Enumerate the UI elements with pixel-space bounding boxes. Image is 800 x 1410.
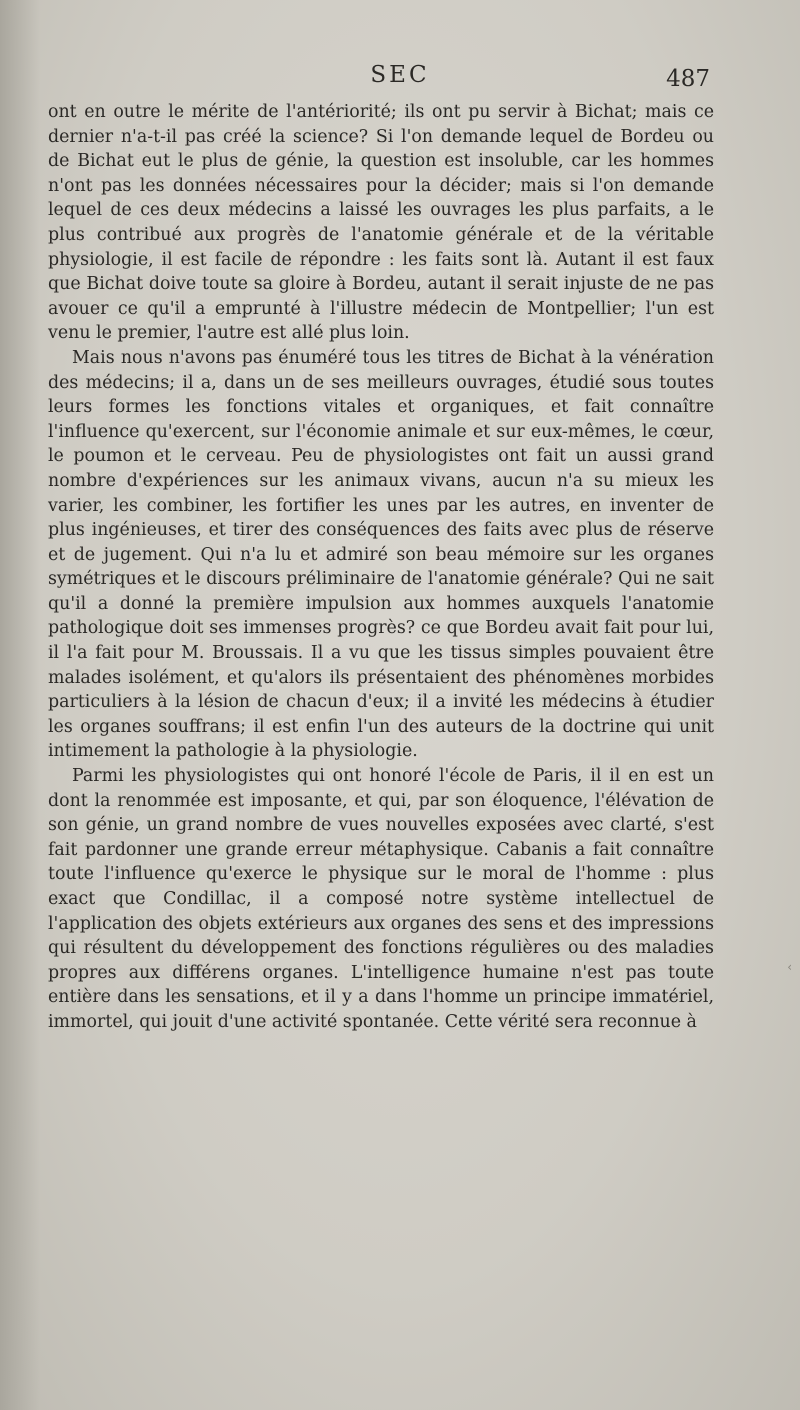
- page-number: 487: [666, 66, 710, 92]
- body-text: [48, 100, 714, 1035]
- margin-mark: ‹: [787, 960, 792, 974]
- gutter-shadow: [0, 0, 40, 1410]
- running-head: SEC: [370, 62, 430, 88]
- paragraph-continued: ont en outre le mérite de l'antériorité; ils ont pu servir à Bichat; mais ce dernier n'a-t-il pas créé la science? Si l'on demande lequel de Bordeu ou de Bichat eut le plus de génie, la question est insoluble, car les hommes n'ont pas les données nécessaires pour la décider; mais si l'on demande lequel de ces deux médecins a laissé les ouvrages les plus parfaits, a le plus contribué aux progrès de l'anatomie générale et de la véritable physiologie, il est facile de répondre : les faits sont là. Autant il est faux que Bichat doive toute sa gloire à Bordeu, autant il serait injuste de ne pas avouer ce qu'il a emprunté à l'illustre médecin de Montpellier; l'un est venu le premier, l'autre est allé plus loin.: [48, 102, 714, 344]
- page-header: [0, 62, 800, 102]
- paragraph: Mais nous n'avons pas énuméré tous les titres de Bichat à la vénération des médecins; il a, dans un de ses meilleurs ouvrages, étudié sous toutes leurs formes les fonctions vitales et organiques, et fait connaître l'influence qu'exercent, sur l'économie animale et sur eux-mêmes, le cœur, le poumon et le cerveau. Peu de physiologistes ont fait un aussi grand nombre d'expériences sur les animaux vivans, aucun n'a su mieux les varier, les combiner, les fortifier les unes par les autres, en inventer de plus ingénieuses, et tirer des conséquences des faits avec plus de réserve et de jugement. Qui n'a lu et admiré son beau mémoire sur les organes symétriques et le discours préliminaire de l'anatomie générale? Qui ne sait qu'il a donné la première impulsion aux hommes auxquels l'anatomie pathologique doit ses immenses progrès? ce que Bordeu avait fait pour lui, il l'a fait pour M. Broussais. Il a vu que les tissus simples pouvaient être malades isolément, et qu'alors ils présentaient des phénomènes morbides particuliers à la lésion de chacun d'eux; il a invité les médecins à étudier les organes souffrans; il est enfin l'un des auteurs de la doctrine qui unit intimement la pathologie à la physiologie.: [48, 347, 714, 762]
- paragraph: Parmi les physiologistes qui ont honoré l'école de Paris, il il en est un dont la renommée est imposante, et qui, par son éloquence, l'élévation de son génie, un grand nombre de vues nouvelles exposées avec clarté, s'est fait pardonner une grande erreur métaphysique. Cabanis a fait connaître toute l'influence qu'exerce le physique sur le moral de l'homme : plus exact que Condillac, il a composé notre système intellectuel de l'application des objets extérieurs aux organes des sens et des impressions qui résultent du développement des fonctions régulières ou des maladies propres aux différens organes. L'intelligence humaine n'est pas toute entière dans les sensations, et il y a dans l'homme un principe immatériel, immortel, qui jouit d'une activité spontanée. Cette vérité sera reconnue à: [48, 766, 714, 1032]
